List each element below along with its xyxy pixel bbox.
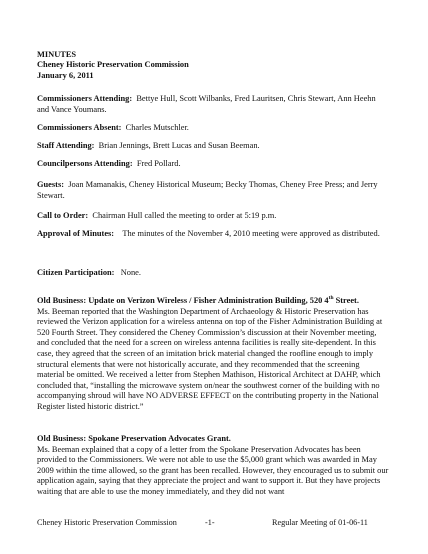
document-header bbox=[37, 50, 389, 81]
section-label: Staff Attending: bbox=[37, 141, 95, 150]
section-title: Old Business: Spokane Preservation Advocates Grant. bbox=[37, 434, 231, 443]
old-business-verizon bbox=[37, 296, 389, 413]
commissioners-attending bbox=[37, 94, 389, 115]
section-text: Charles Mutschler. bbox=[125, 123, 189, 132]
title-text-end: Street. bbox=[333, 296, 359, 305]
minutes-heading: MINUTES bbox=[37, 50, 77, 59]
footer-right: Regular Meeting of 01-06-11 bbox=[272, 518, 368, 527]
footer-left: Cheney Historic Preservation Commission bbox=[37, 518, 177, 527]
title-superscript: th bbox=[328, 295, 334, 302]
section-label: Councilpersons Attending: bbox=[37, 159, 133, 168]
section-body: Ms. Beeman reported that the Washington Department of Archaeology & Historic Preservation has reviewed the Verizon application for a wireless antenna on top of the Fisher Administration Building at 520 Fourth Street. They considered the Cheney Commission’s discussion at their November meeting, and concluded that the need for a screen on wireless antenna facilities is really site-dependent. In this case, they agreed that the screen of an imitation brick material changed the roofline enough to imply structural elements that were not historically accurate, and they recommended that the screening material be omitted. We received a letter from Stephen Mathison, Historical Architect at DAHP, which concluded that, “installing the microwave system on/near the southwest corner of the building with no accompanying shroud will have NO ADVERSE EFFECT on the contributing property in the National Register listed historic district.” bbox=[37, 306, 383, 411]
section-text: Bettye Hull, Scott Wilbanks, Fred Lauritsen, Chris Stewart, Ann Heehn and Vance Youmans. bbox=[37, 94, 376, 114]
section-body: Ms. Beeman explained that a copy of a letter from the Spokane Preservation Advocates has been provided to the Commissioners. We were not able to use the $5,000 grant which was awarded in May 2009 within the time allowed, so the grant has been recalled. However, they encouraged us to submit our application again, saying that they appreciate the project and want to support it. But they have projects waiting that are able to use the money immediately, and they did not want bbox=[37, 444, 389, 496]
section-text: Chairman Hull called the meeting to order at 5:19 p.m. bbox=[92, 211, 277, 220]
section-label: Citizen Participation: bbox=[37, 268, 115, 277]
citizen-participation bbox=[37, 268, 389, 279]
approval-of-minutes bbox=[37, 229, 389, 240]
section-label: Call to Order: bbox=[37, 211, 89, 220]
staff-attending bbox=[37, 141, 389, 152]
section-text: The minutes of the November 4, 2010 meeting were approved as distributed. bbox=[122, 229, 380, 238]
section-text: Joan Mamanakis, Cheney Historical Museum; Becky Thomas, Cheney Free Press; and Jerry Stewart. bbox=[37, 180, 378, 200]
section-label: Guests: bbox=[37, 180, 64, 189]
page-number: -1- bbox=[205, 518, 215, 527]
section-label: Approval of Minutes: bbox=[37, 229, 115, 238]
title-text: Old Business: Update on Verizon Wireless / Fisher Administration Building, 520 4 bbox=[37, 296, 329, 305]
commission-name: Cheney Historic Preservation Commission bbox=[37, 60, 189, 70]
section-label: Commissioners Absent: bbox=[37, 123, 122, 132]
commissioners-absent bbox=[37, 123, 389, 134]
guests bbox=[37, 180, 389, 201]
section-text: Fred Pollard. bbox=[136, 159, 181, 168]
section-title bbox=[37, 296, 389, 307]
councilpersons-attending bbox=[37, 159, 389, 170]
old-business-spa-grant bbox=[37, 434, 389, 498]
meeting-date: January 6, 2011 bbox=[37, 70, 94, 80]
section-label: Commissioners Attending: bbox=[37, 94, 133, 103]
section-text: None. bbox=[120, 268, 141, 277]
call-to-order bbox=[37, 211, 389, 222]
section-text: Brian Jennings, Brett Lucas and Susan Beeman. bbox=[98, 141, 260, 150]
